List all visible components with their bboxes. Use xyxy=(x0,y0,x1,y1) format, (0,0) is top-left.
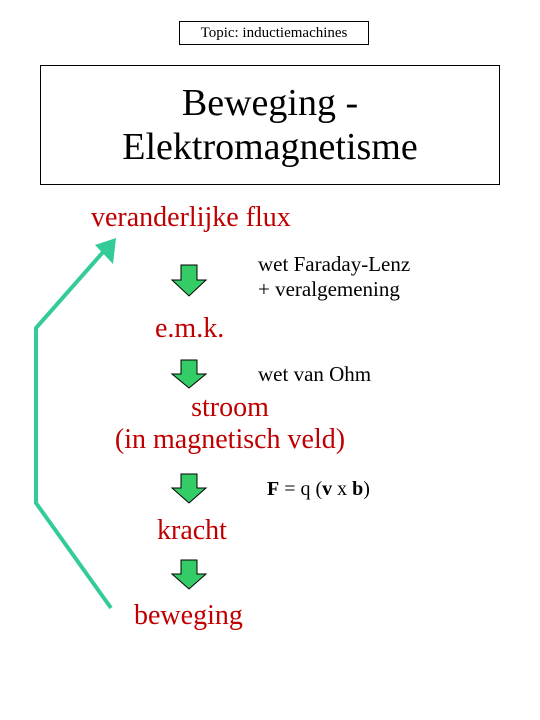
law-faraday-lenz-line-2: + veralgemening xyxy=(258,277,400,301)
force-symbol: F xyxy=(267,478,280,500)
title-line-2: Elektromagnetisme xyxy=(122,126,418,168)
field-symbol: b xyxy=(352,478,364,500)
down-arrow-icon xyxy=(172,560,206,589)
force-eq: = q ( xyxy=(279,478,323,500)
force-close: ) xyxy=(363,478,370,500)
step-stroom-line-2: (in magnetisch veld) xyxy=(114,424,346,455)
step-emk: e.m.k. xyxy=(155,313,225,344)
down-arrow-icon xyxy=(172,474,206,503)
step-stroom-line-1: stroom xyxy=(191,392,269,423)
step-beweging: beweging xyxy=(134,600,243,631)
step-veranderlijke-flux: veranderlijke flux xyxy=(91,202,291,233)
down-arrow-icon xyxy=(172,360,206,388)
step-kracht: kracht xyxy=(157,515,227,546)
law-ohm: wet van Ohm xyxy=(258,362,372,386)
down-arrow-icon xyxy=(172,265,206,296)
title-line-1: Beweging - xyxy=(181,82,359,124)
cross-symbol: x xyxy=(332,478,353,500)
feedback-arrow-icon xyxy=(36,238,116,608)
law-faraday-lenz-line-1: wet Faraday-Lenz xyxy=(258,252,411,276)
velocity-symbol: v xyxy=(322,478,333,500)
topic-label: Topic: inductiemachines xyxy=(179,21,369,45)
